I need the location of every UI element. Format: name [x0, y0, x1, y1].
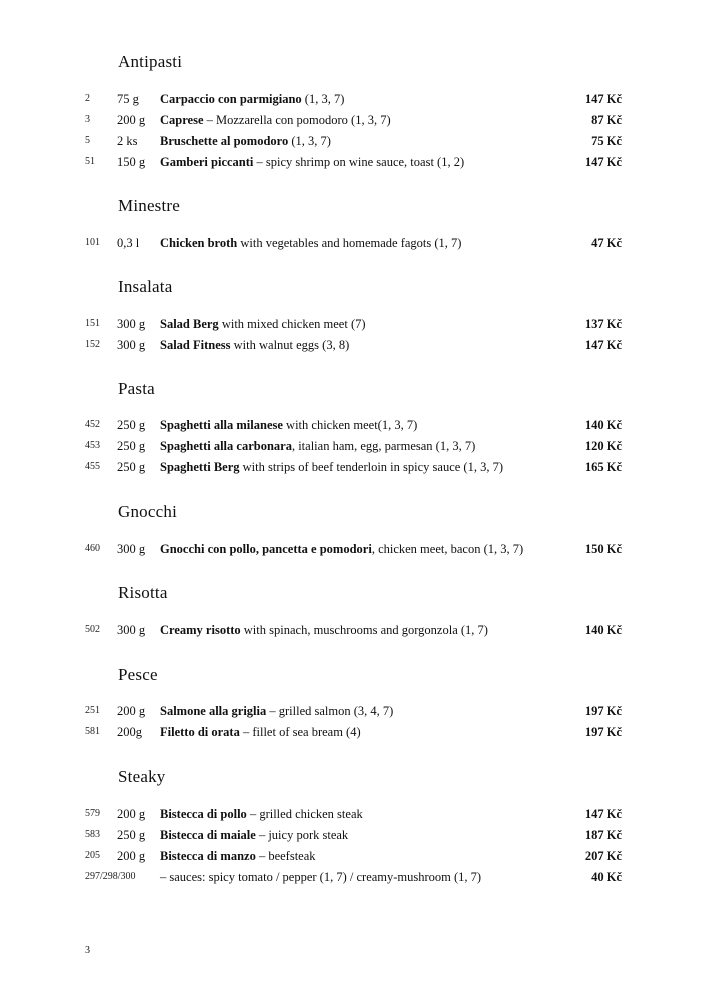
section-title-steaky: Steaky [118, 767, 166, 786]
item-description: (1, 3, 7) [288, 134, 331, 148]
item-code: 152 [85, 339, 100, 350]
item-name: Spaghetti Berg [160, 460, 240, 474]
item-price: 147 Kč [584, 338, 622, 352]
section-title-gnocchi: Gnocchi [118, 502, 177, 521]
item-name: Bruschette al pomodoro [160, 134, 289, 148]
item-price: 47 Kč [591, 236, 622, 250]
item-price: 120 Kč [584, 439, 622, 453]
section-title-pasta: Pasta [118, 379, 155, 398]
item-dish [160, 539, 523, 559]
menu-item [0, 620, 706, 640]
item-description: – Mozzarella con pomodoro (1, 3, 7) [203, 113, 391, 127]
item-description: with mixed chicken meet (7) [218, 317, 366, 331]
item-name: Chicken broth [160, 236, 238, 250]
item-quantity: 75 g [117, 92, 139, 106]
item-dish [160, 867, 481, 887]
item-code: 502 [85, 624, 100, 635]
item-dish [160, 846, 316, 866]
item-code: 581 [85, 726, 100, 737]
item-price: 197 Kč [584, 704, 622, 718]
item-quantity: 300 g [117, 623, 146, 637]
item-code: 453 [85, 440, 100, 451]
item-description: – beefsteak [255, 849, 316, 863]
item-quantity: 200g [117, 725, 142, 739]
item-code: 5 [85, 135, 90, 146]
item-quantity: 250 g [117, 418, 146, 432]
item-quantity: 250 g [117, 439, 146, 453]
item-quantity: 200 g [117, 807, 146, 821]
item-dish [160, 722, 361, 742]
item-name: Salad Berg [160, 317, 219, 331]
item-quantity: 300 g [117, 317, 146, 331]
menu-item [0, 89, 706, 109]
item-code: 452 [85, 419, 100, 430]
item-name: Spaghetti alla milanese [160, 418, 283, 432]
item-quantity: 150 g [117, 155, 146, 169]
item-price: 147 Kč [584, 92, 622, 106]
item-dish [160, 233, 461, 253]
item-quantity: 200 g [117, 704, 146, 718]
item-code: 251 [85, 705, 100, 716]
menu-item [0, 131, 706, 151]
item-name: Filetto di orata [160, 725, 240, 739]
item-description: – spicy shrimp on wine sauce, toast (1, 2) [253, 155, 465, 169]
item-dish [160, 415, 417, 435]
menu-item [0, 415, 706, 435]
menu-item [0, 846, 706, 866]
item-name: Gamberi piccanti [160, 155, 254, 169]
item-dish [160, 701, 393, 721]
item-name: Carpaccio con parmigiano [160, 92, 302, 106]
menu-item [0, 457, 706, 477]
item-price: 75 Kč [591, 134, 622, 148]
item-dish [160, 89, 344, 109]
item-price: 187 Kč [584, 828, 622, 842]
item-code: 3 [85, 114, 90, 125]
item-description: – juicy pork steak [255, 828, 349, 842]
item-description: (1, 3, 7) [301, 92, 345, 106]
item-dish [160, 620, 488, 640]
item-price: 207 Kč [584, 849, 622, 863]
section-title-insalata: Insalata [118, 277, 173, 296]
item-price: 140 Kč [584, 623, 622, 637]
item-code: 151 [85, 318, 100, 329]
item-price: 147 Kč [584, 807, 622, 821]
item-description: with walnut eggs (3, 8) [230, 338, 350, 352]
item-name: Bistecca di maiale [160, 828, 256, 842]
item-name: Salmone alla griglia [160, 704, 267, 718]
item-code: 460 [85, 543, 100, 554]
item-code: 2 [85, 93, 90, 104]
item-name: Creamy risotto [160, 623, 241, 637]
item-name: Caprese [160, 113, 204, 127]
item-dish [160, 131, 331, 151]
item-description: – grilled chicken steak [246, 807, 363, 821]
item-description: with spinach, muschrooms and gorgonzola (1, 7) [240, 623, 488, 637]
menu-item [0, 436, 706, 456]
item-description: , chicken meet, bacon (1, 3, 7) [371, 542, 524, 556]
item-description: – sauces: spicy tomato / pepper (1, 7) / creamy-mushroom (1, 7) [160, 870, 482, 884]
section-title-pesce: Pesce [118, 665, 158, 684]
item-dish [160, 825, 348, 845]
menu-item [0, 701, 706, 721]
item-quantity: 250 g [117, 460, 146, 474]
menu-item [0, 825, 706, 845]
item-price: 150 Kč [584, 542, 622, 556]
menu-item [0, 110, 706, 130]
page-number: 3 [85, 945, 90, 956]
item-code: 583 [85, 829, 100, 840]
item-price: 87 Kč [591, 113, 622, 127]
item-quantity: 300 g [117, 338, 146, 352]
item-code: 101 [85, 237, 100, 248]
item-description: – fillet of sea bream (4) [239, 725, 361, 739]
item-description: , italian ham, egg, parmesan (1, 3, 7) [291, 439, 476, 453]
item-quantity: 200 g [117, 849, 146, 863]
menu-item [0, 539, 706, 559]
item-name: Gnocchi con pollo, pancetta e pomodori [160, 542, 372, 556]
item-code: 455 [85, 461, 100, 472]
item-dish [160, 457, 503, 477]
item-price: 40 Kč [591, 870, 622, 884]
menu-item [0, 335, 706, 355]
item-dish [160, 110, 391, 130]
item-name: Salad Fitness [160, 338, 231, 352]
menu-item [0, 233, 706, 253]
item-dish [160, 335, 349, 355]
menu-item-sauces [0, 867, 706, 887]
item-description: with strips of beef tenderloin in spicy sauce (1, 3, 7) [239, 460, 503, 474]
menu-item [0, 804, 706, 824]
section-title-risotta: Risotta [118, 583, 168, 602]
item-quantity: 300 g [117, 542, 146, 556]
item-name: Bistecca di manzo [160, 849, 256, 863]
section-title-antipasti: Antipasti [118, 52, 183, 71]
item-quantity: 200 g [117, 113, 146, 127]
menu-item [0, 152, 706, 172]
menu-item [0, 314, 706, 334]
item-name: Bistecca di pollo [160, 807, 247, 821]
item-quantity: 2 ks [117, 134, 138, 148]
item-code: 51 [85, 156, 95, 167]
item-quantity: 250 g [117, 828, 146, 842]
item-code: 205 [85, 850, 100, 861]
item-code: 579 [85, 808, 100, 819]
item-price: 165 Kč [584, 460, 622, 474]
item-name: Spaghetti alla carbonara [160, 439, 292, 453]
item-dish [160, 152, 464, 172]
item-dish [160, 314, 366, 334]
menu-item [0, 722, 706, 742]
item-description: with chicken meet(1, 3, 7) [282, 418, 418, 432]
item-price: 137 Kč [584, 317, 622, 331]
section-title-minestre: Minestre [118, 196, 181, 215]
item-price: 197 Kč [584, 725, 622, 739]
item-price: 140 Kč [584, 418, 622, 432]
item-dish [160, 436, 475, 456]
item-description: with vegetables and homemade fagots (1, 7) [237, 236, 462, 250]
item-dish [160, 804, 363, 824]
item-code: 297/298/300 [85, 871, 136, 882]
item-quantity: 0,3 l [117, 236, 140, 250]
item-price: 147 Kč [584, 155, 622, 169]
item-description: – grilled salmon (3, 4, 7) [266, 704, 394, 718]
